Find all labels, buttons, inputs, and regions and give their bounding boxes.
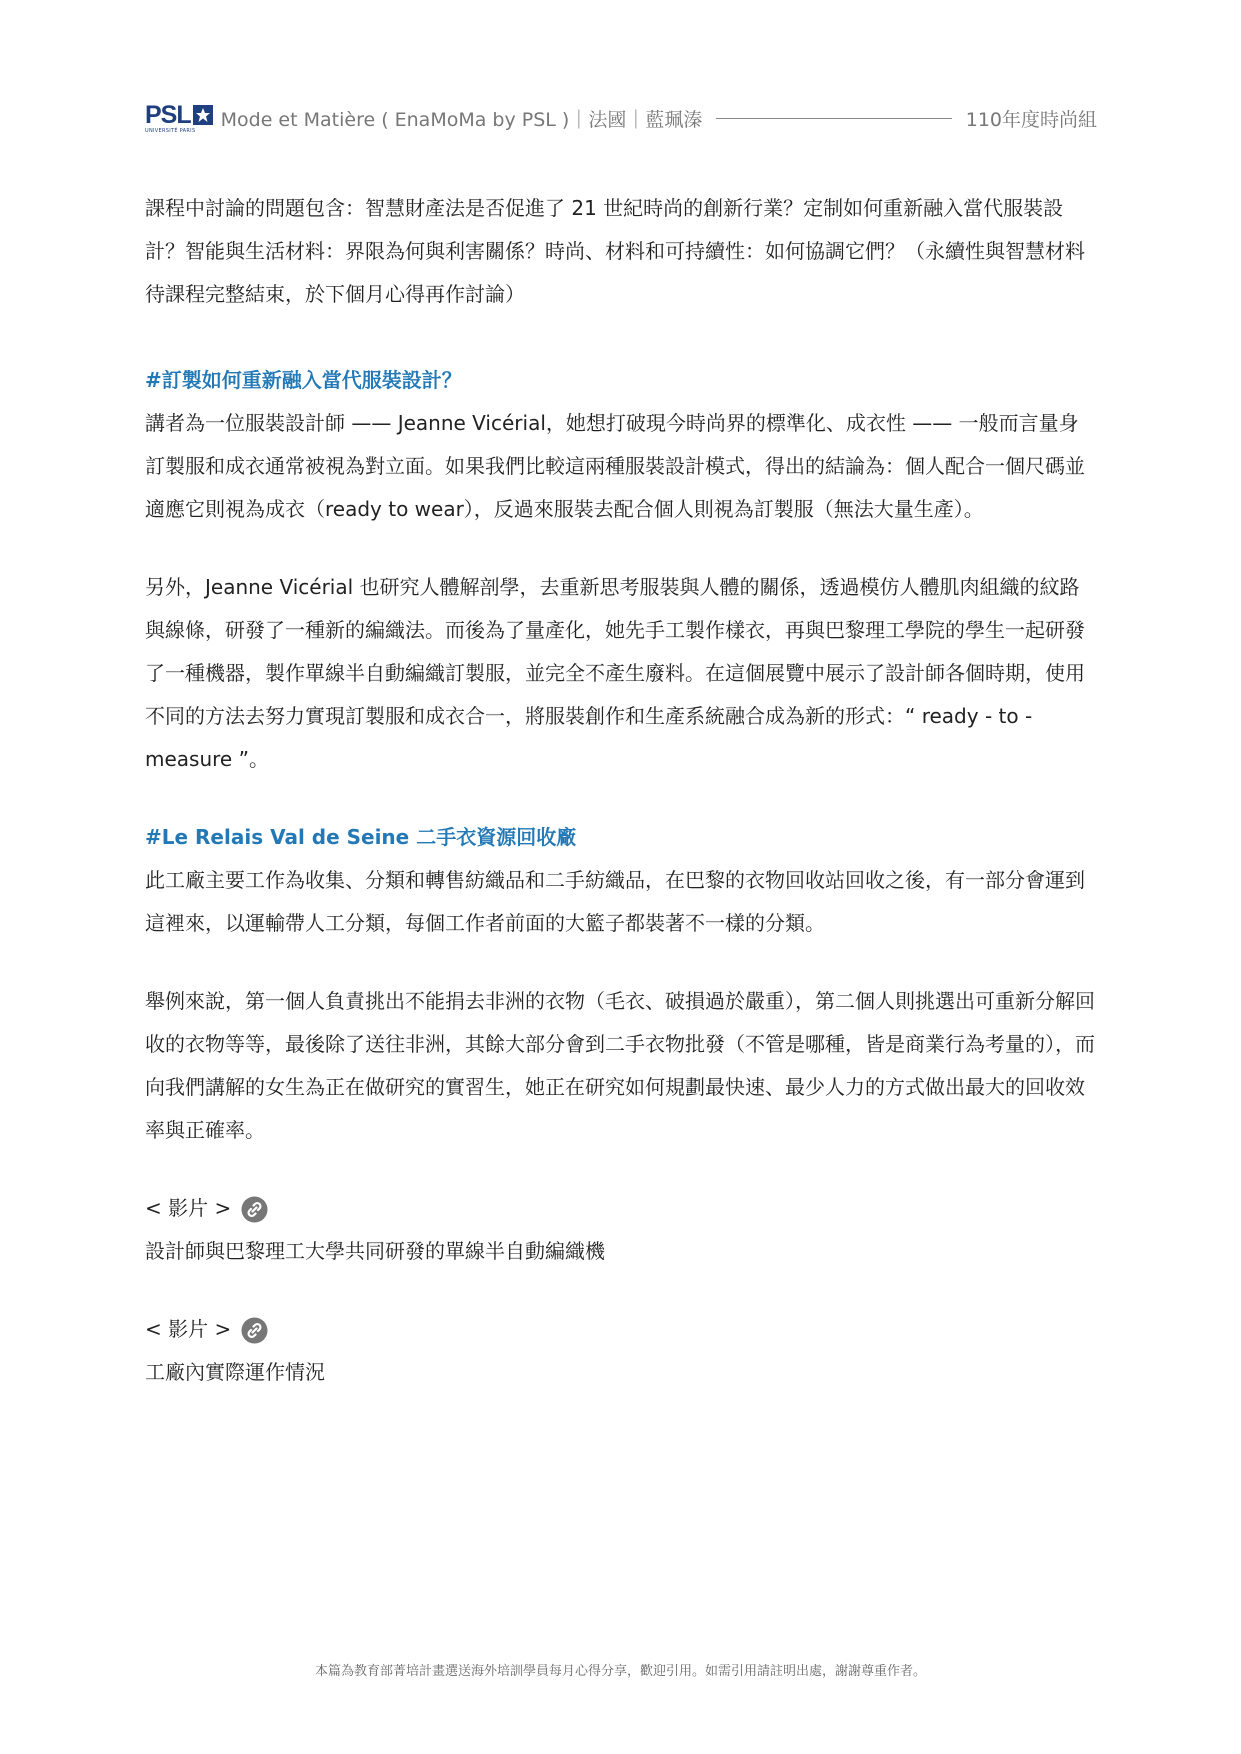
video-caption-2: 工廠內實際運作情況: [145, 1360, 325, 1384]
header-title: Mode et Matière ( EnaMoMa by PSL )｜法國｜藍珮溱: [220, 108, 703, 131]
section1-paragraph-1: 講者為一位服裝設計師 —— Jeanne Vicérial，她想打破現今時尚界的標準化、成衣性 —— 一般而言量身訂製服和成衣通常被視為對立面。如果我們比較這兩種服裝設計模式，得出的結論為：個人配合一個尺碼並適應它則視為成衣（ready to wear），反過來服裝去配合個人則視為訂製服（無法大量生產）。: [145, 411, 1085, 521]
section1-paragraph-2: 另外，Jeanne Vicérial 也研究人體解剖學，去重新思考服裝與人體的關係，透過模仿人體肌肉組織的紋路與線條，研發了一種新的編織法。而後為了量產化，她先手工製作樣衣，再與巴黎理工學院的學生一起研發了一種機器，製作單線半自動編織訂製服，並完全不產生廢料。在這個展覽中展示了設計師各個時期，使用不同的方法去努力實現訂製服和成衣合一，將服裝創作和生產系統融合成為新的形式：“ ready - to - measure ”。: [145, 575, 1085, 771]
page-header: [145, 98, 1097, 138]
video-link-2[interactable]: [145, 1308, 1097, 1351]
header-divider: [716, 118, 951, 119]
psl-logo: [145, 100, 213, 134]
header-group-label: 110年度時尚組: [965, 108, 1097, 131]
intro-paragraph: 課程中討論的問題包含：智慧財產法是否促進了 21 世紀時尚的創新行業？定制如何重新融入當代服裝設計？智能與生活材料：界限為何與利害關係？時尚、材料和可持續性：如何協調它們？（永續性與智慧材料待課程完整結束，於下個月心得再作討論）: [145, 196, 1085, 306]
video-caption-1: 設計師與巴黎理工大學共同研發的單線半自動編織機: [145, 1239, 605, 1263]
logo-subtitle: UNIVERSITÉ PARIS: [145, 127, 196, 134]
section2-paragraph-2: 舉例來說，第一個人負責挑出不能捐去非洲的衣物（毛衣、破損過於嚴重），第二個人則挑選出可重新分解回收的衣物等等，最後除了送往非洲，其餘大部分會到二手衣物批發（不管是哪種，皆是商業行為考量的），而向我們講解的女生為正在做研究的實習生，她正在研究如何規劃最快速、最少人力的方式做出最大的回收效率與正確率。: [145, 989, 1095, 1142]
video-link-1[interactable]: [145, 1187, 1097, 1230]
section-heading-custom-design: #訂製如何重新融入當代服裝設計？: [145, 368, 462, 392]
section2-paragraph-1: 此工廠主要工作為收集、分類和轉售紡織品和二手紡織品，在巴黎的衣物回收站回收之後，有一部分會運到這裡來，以運輸帶人工分類，每個工作者前面的大籃子都裝著不一樣的分類。: [145, 868, 1085, 935]
video-label: < 影片 >: [145, 1317, 232, 1341]
section-heading-recycling-plant: #Le Relais Val de Seine 二手衣資源回收廠: [145, 825, 577, 849]
logo-text: PSL: [145, 100, 191, 129]
video-label: < 影片 >: [145, 1196, 232, 1220]
star-icon: [193, 105, 213, 125]
link-icon[interactable]: [241, 1195, 268, 1222]
footer-note: 本篇為教育部菁培計畫選送海外培訓學員每月心得分享，歡迎引用。如需引用請註明出處，謝謝尊重作者。: [314, 1664, 926, 1679]
link-icon[interactable]: [241, 1316, 268, 1343]
main-content: [145, 187, 1097, 1394]
